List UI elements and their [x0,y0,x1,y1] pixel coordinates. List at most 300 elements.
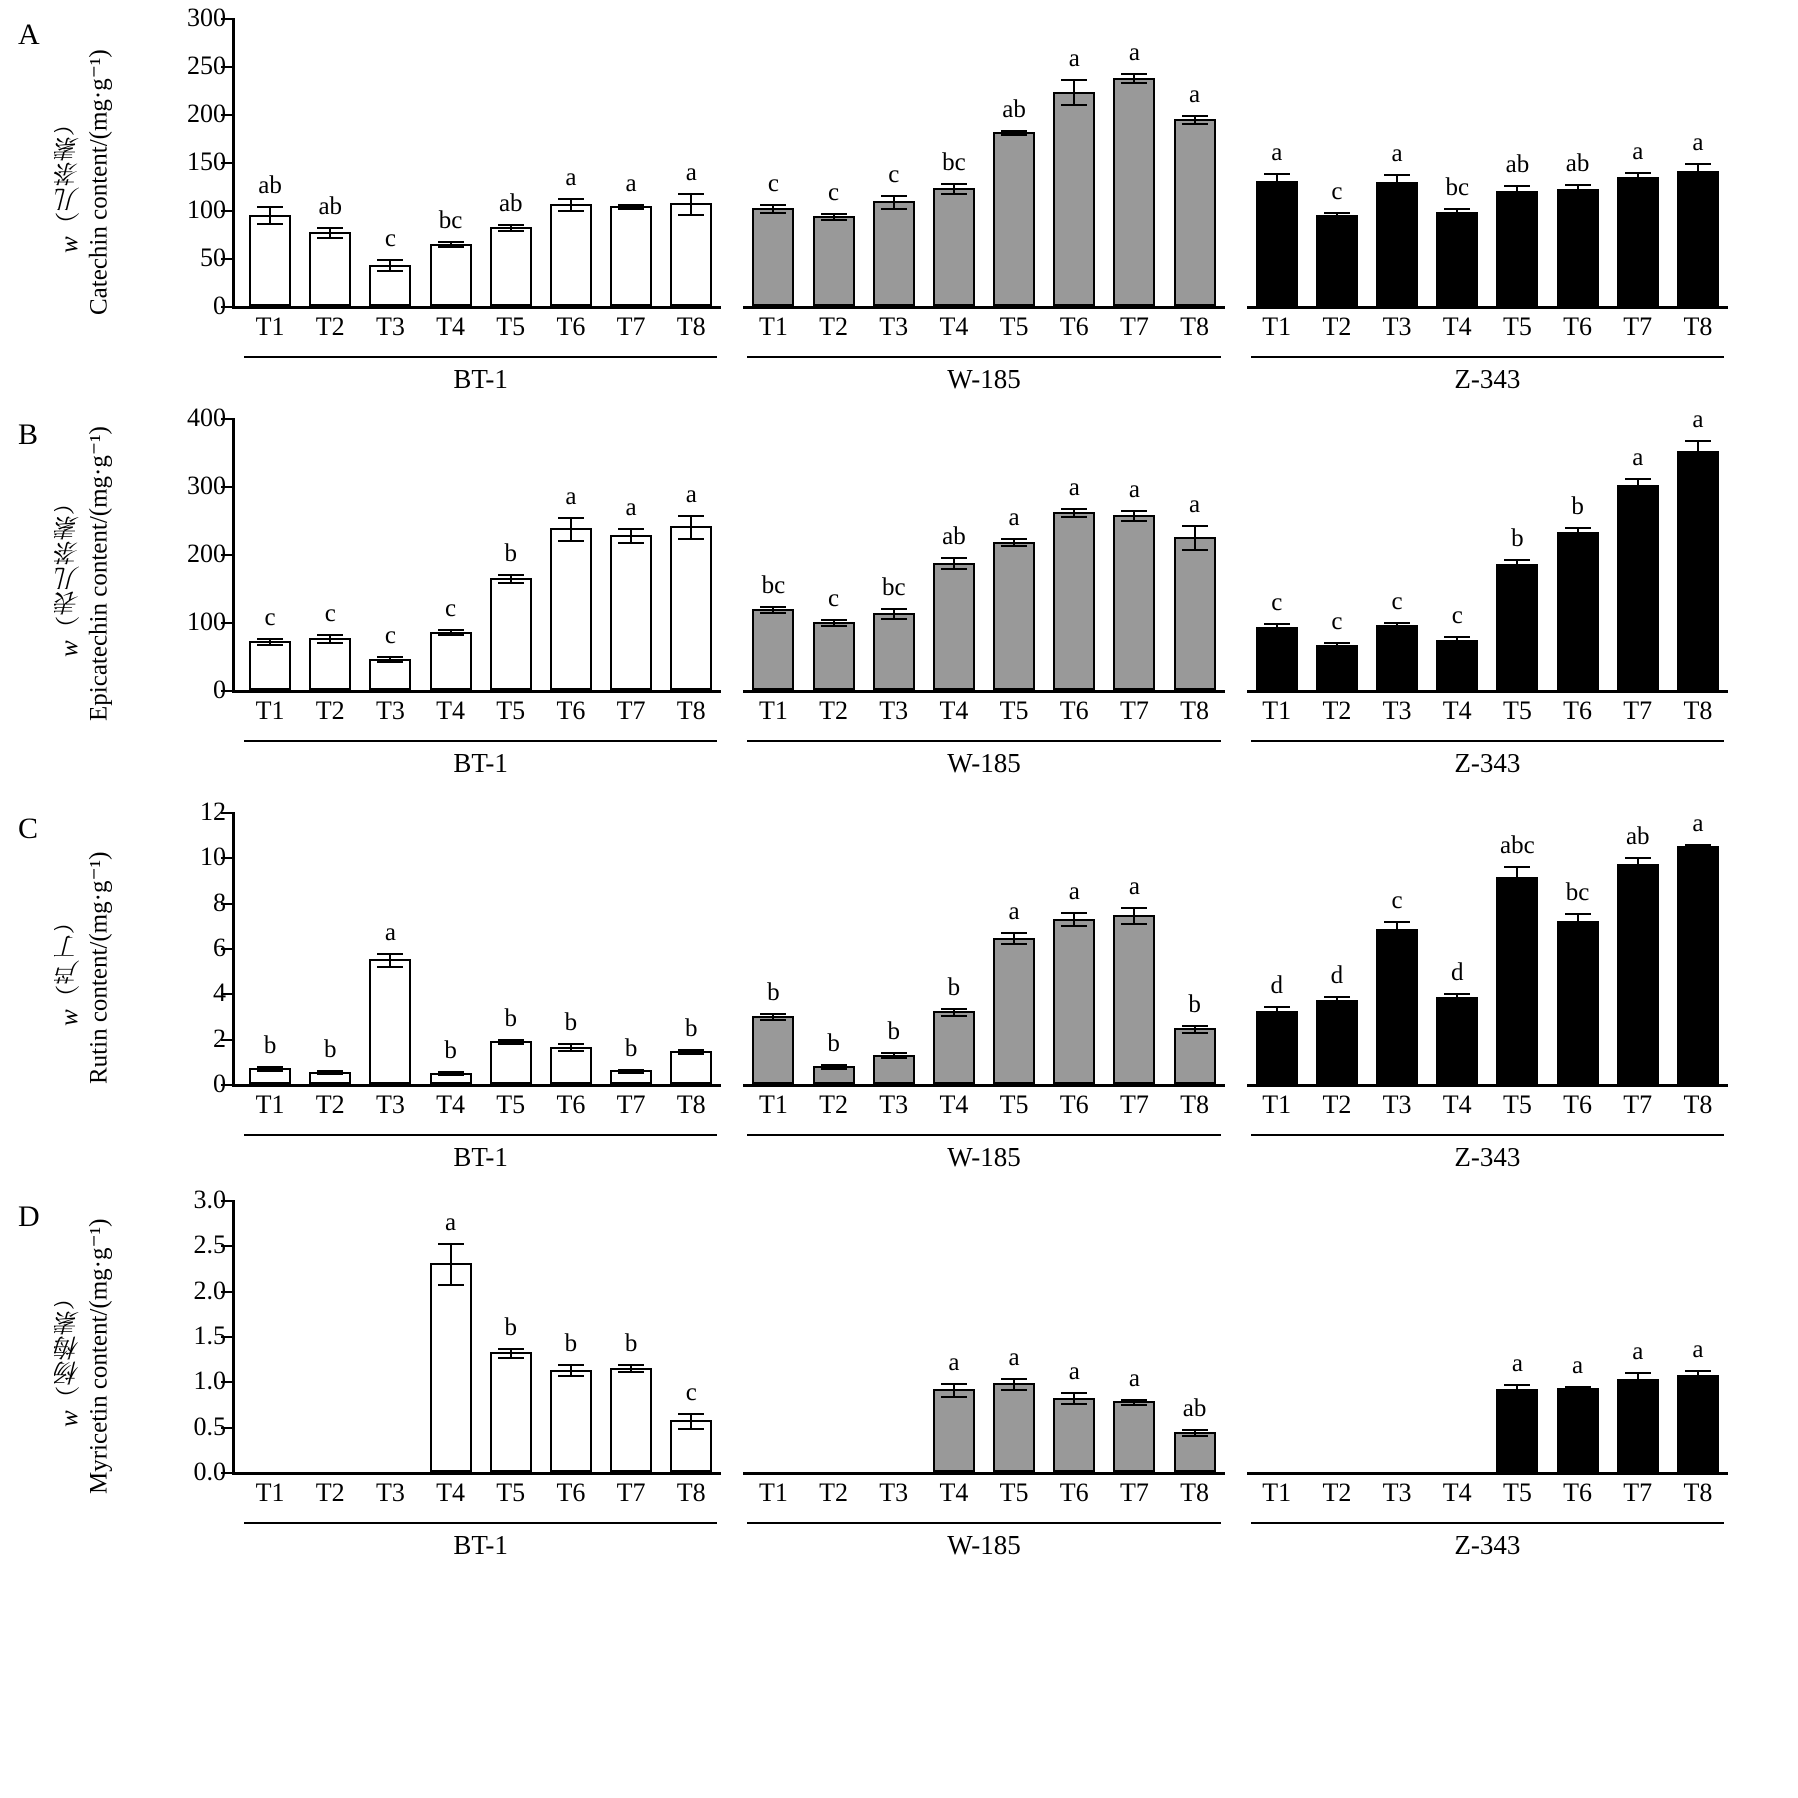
bar [670,1051,712,1084]
error-bar-cap [558,210,584,212]
bar [933,563,975,690]
bar [550,528,592,690]
error-bar-cap [438,1284,464,1286]
x-axis-tick-label: T2 [315,696,345,725]
group-label: Z-343 [1454,748,1521,778]
x-axis-line [1247,1084,1728,1087]
bar [1316,215,1358,306]
bar [1113,915,1155,1084]
error-bar-cap [1625,1385,1651,1387]
panel-letter-c: C [18,812,39,845]
error-bar-cap [438,1243,464,1245]
x-axis-tick-label: T2 [1322,696,1352,725]
error-bar-cap [498,1348,524,1350]
x-axis-tick-label: T3 [879,312,909,341]
error-bar [269,206,271,223]
bar [1436,997,1478,1084]
significance-letter: a [685,480,697,508]
y-axis-tick-label: 200 [187,99,226,128]
bar [1617,177,1659,306]
bar [752,208,794,306]
error-bar-cap [1504,185,1530,187]
bar [1557,1388,1599,1472]
x-axis-tick-label: T1 [1262,696,1292,725]
x-axis-tick-label: T6 [1059,1478,1089,1507]
error-bar-cap [941,557,967,559]
significance-letter: b [1571,492,1584,520]
significance-letter: a [1128,1364,1140,1392]
x-axis-tick-label: T3 [1382,1090,1412,1119]
error-bar-cap [438,1071,464,1073]
x-axis-tick-label: T1 [758,1478,788,1507]
error-bar-cap [1685,440,1711,442]
significance-letter: b [887,1017,900,1045]
group-rule [1251,1522,1724,1524]
error-bar-cap [1182,1032,1208,1034]
error-bar-cap [1324,642,1350,644]
error-bar-cap [1685,163,1711,165]
significance-letter: a [1128,38,1140,66]
error-bar [389,953,391,967]
bar [430,1263,472,1472]
significance-letter: ab [1182,1395,1207,1423]
error-bar-cap [1061,925,1087,927]
group-rule [747,356,1220,358]
y-axis-label [55,1200,114,1512]
panel-letter-a: A [18,18,40,51]
error-bar-cap [1444,1000,1470,1002]
y-axis-tick-label: 400 [187,403,226,432]
bar [1316,645,1358,690]
x-axis-tick-label: T4 [1442,312,1472,341]
bar [993,132,1035,306]
x-axis-tick-label: T3 [1382,1478,1412,1507]
significance-letter: b [504,1313,517,1341]
significance-letter: d [1270,971,1283,999]
error-bar-cap [1324,1005,1350,1007]
y-axis-label-en: Rutin content/(mg·g⁻¹) [85,851,113,1085]
error-bar-cap [1685,844,1711,846]
error-bar-cap [1001,538,1027,540]
error-bar-cap [1001,134,1027,136]
error-bar-cap [498,574,524,576]
error-bar-cap [438,246,464,248]
error-bar-cap [1061,912,1087,914]
error-bar [1697,163,1699,178]
bar [1376,929,1418,1084]
x-axis-line [1247,1472,1728,1475]
y-axis-tick-label: 1.5 [193,1321,226,1350]
error-bar-cap [618,1072,644,1074]
significance-letter: bc [761,572,786,600]
error-bar [1577,913,1579,929]
error-bar [1516,866,1518,886]
bar [933,1011,975,1084]
significance-letter: a [1632,137,1644,165]
significance-letter: bc [1445,174,1470,202]
error-bar-cap [821,619,847,621]
error-bar-cap [821,1068,847,1070]
significance-letter: a [1008,898,1020,926]
bar [369,959,411,1084]
error-bar-cap [498,1043,524,1045]
x-axis-tick-label: T5 [1502,696,1532,725]
y-axis-label-en: Catechin content/(mg·g⁻¹) [85,49,113,315]
error-bar-cap [438,634,464,636]
error-bar-cap [1001,545,1027,547]
error-bar-cap [1061,104,1087,106]
error-bar-cap [377,966,403,968]
error-bar-cap [558,1364,584,1366]
significance-letter: a [948,1349,960,1377]
bar [993,1383,1035,1472]
y-axis-tick-label: 50 [200,243,226,272]
error-bar-cap [1625,172,1651,174]
error-bar-cap [1685,178,1711,180]
error-bar-cap [821,219,847,221]
bar [1557,532,1599,690]
error-bar-cap [941,183,967,185]
bar [1496,564,1538,690]
error-bar-cap [618,1364,644,1366]
x-axis-tick-label: T6 [556,1090,586,1119]
group-rule [1251,356,1724,358]
y-axis-label-en: Epicatechin content/(mg·g⁻¹) [85,426,113,722]
error-bar-cap [257,644,283,646]
significance-letter: b [685,1014,698,1042]
bar [249,641,291,690]
error-bar-cap [1182,1025,1208,1027]
y-axis-tick-label: 300 [187,3,226,32]
bar [1113,78,1155,306]
error-bar-cap [881,1052,907,1054]
error-bar-cap [1264,190,1290,192]
error-bar-cap [760,1019,786,1021]
error-bar-cap [1625,478,1651,480]
x-axis-tick-label: T6 [1059,696,1089,725]
significance-letter: a [1632,443,1644,471]
x-axis-tick-label: T3 [375,1090,405,1119]
bar [610,206,652,306]
significance-letter: b [1188,991,1201,1019]
y-axis-label-cn: w（表儿茶素） [56,490,83,658]
error-bar-cap [821,213,847,215]
y-axis-tick-label: 0.5 [193,1411,226,1441]
significance-letter: a [384,918,396,946]
bar [490,578,532,690]
error-bar-cap [821,1064,847,1066]
y-axis-tick-label: 6 [213,933,226,962]
significance-letter: a [1189,80,1201,108]
x-axis-tick-label: T2 [819,1090,849,1119]
significance-letter: a [625,170,637,198]
chart-panel-d [0,1185,1798,1602]
bar [1376,182,1418,306]
x-axis-tick-label: T3 [375,312,405,341]
error-bar-cap [618,208,644,210]
error-bar-cap [1121,510,1147,512]
error-bar-cap [1264,623,1290,625]
error-bar-cap [678,214,704,216]
plot-area [200,797,1732,1172]
error-bar [1133,907,1135,923]
y-axis-tick-label: 2.0 [193,1275,226,1305]
y-axis-tick-label: 0 [213,291,226,320]
group-label: BT-1 [453,364,508,394]
significance-letter: a [1692,1336,1704,1364]
bar [1496,877,1538,1084]
error-bar-cap [317,634,343,636]
x-axis-line [232,1472,721,1475]
y-axis-line [232,18,235,308]
error-bar-cap [678,1413,704,1415]
error-bar-cap [760,606,786,608]
error-bar-cap [1061,508,1087,510]
significance-letter: a [1008,1343,1020,1371]
significance-letter: c [1391,886,1403,914]
x-axis-tick-label: T1 [1262,312,1292,341]
significance-letter: a [1511,1350,1523,1378]
group-label: W-185 [947,748,1021,778]
x-axis-tick-label: T4 [436,1090,466,1119]
x-axis-tick-label: T2 [819,1478,849,1507]
error-bar-cap [317,237,343,239]
x-axis-tick-label: T6 [1563,1478,1593,1507]
error-bar-cap [498,224,524,226]
group-label: Z-343 [1454,364,1521,394]
significance-letter: b [504,539,517,567]
error-bar-cap [941,193,967,195]
bar [1436,212,1478,306]
significance-letter: a [1692,809,1704,837]
bar [1677,171,1719,306]
significance-letter: a [1068,45,1080,73]
significance-letter: ab [318,193,343,221]
error-bar-cap [821,625,847,627]
error-bar-cap [678,193,704,195]
plot-area [187,403,1732,778]
significance-letter: c [445,594,457,622]
significance-letter: a [1632,1338,1644,1366]
x-axis-tick-label: T1 [255,1090,285,1119]
error-bar-cap [1504,1384,1530,1386]
error-bar-cap [1504,568,1530,570]
x-axis-tick-label: T7 [616,1090,646,1119]
error-bar-cap [1444,216,1470,218]
error-bar-cap [558,1050,584,1052]
bar [1316,1000,1358,1084]
x-axis-tick-label: T5 [999,312,1029,341]
group-label: BT-1 [453,748,508,778]
x-axis-tick-label: T4 [436,1478,466,1507]
significance-letter: ab [498,190,523,218]
error-bar-cap [1444,993,1470,995]
x-axis-tick-label: T2 [819,696,849,725]
x-axis-tick-label: T4 [939,1090,969,1119]
x-axis-line [743,690,1224,693]
error-bar-cap [881,618,907,620]
bar [610,535,652,690]
error-bar-cap [1565,1386,1591,1388]
error-bar-cap [257,638,283,640]
panel-letter-b: B [18,418,39,451]
bar [309,232,351,306]
x-axis-tick-label: T2 [1322,1478,1352,1507]
x-axis-tick-label: T2 [1322,312,1352,341]
error-bar-cap [1264,173,1290,175]
y-axis-label [55,418,114,730]
x-axis-tick-label: T3 [879,696,909,725]
error-bar-cap [618,204,644,206]
error-bar-cap [1625,493,1651,495]
significance-letter: a [1391,140,1403,168]
x-axis-tick-label: T4 [939,696,969,725]
significance-letter: a [625,494,637,522]
significance-letter: a [1068,473,1080,501]
x-axis-tick-label: T3 [1382,696,1412,725]
error-bar-cap [377,661,403,663]
significance-letter: b [263,1031,277,1059]
error-bar [1073,79,1075,104]
error-bar-cap [1324,996,1350,998]
significance-letter: ab [1625,823,1650,851]
error-bar-cap [1264,1017,1290,1019]
error-bar-cap [1182,525,1208,527]
y-axis-tick-label: 200 [187,539,226,568]
significance-letter: a [1128,873,1140,901]
significance-letter: a [1692,405,1704,433]
significance-letter: ab [1002,96,1026,124]
x-axis-tick-label: T8 [1683,312,1713,341]
significance-letter: a [1008,504,1020,532]
error-bar-cap [317,227,343,229]
bar [610,1368,652,1472]
error-bar [1637,478,1639,493]
error-bar-cap [618,1371,644,1373]
error-bar-cap [438,241,464,243]
error-bar [690,1413,692,1428]
significance-letter: b [624,1330,638,1358]
error-bar-cap [1324,212,1350,214]
bar [1053,512,1095,690]
error-bar-cap [498,582,524,584]
error-bar-cap [257,1070,283,1072]
error-bar-cap [1324,218,1350,220]
significance-letter: bc [438,206,463,234]
error-bar-cap [678,1049,704,1051]
error-bar-cap [1061,79,1087,81]
x-axis-line [232,1084,721,1087]
error-bar-cap [1121,73,1147,75]
y-axis-tick-label: 1.0 [193,1366,226,1396]
y-axis-tick-label: 10 [200,842,226,872]
bar [1557,189,1599,306]
bar [1436,640,1478,690]
x-axis-tick-label: T5 [496,1478,526,1507]
error-bar [1396,921,1398,937]
x-axis-tick-label: T7 [616,1478,646,1507]
group-label: Z-343 [1454,1530,1521,1560]
bar [873,613,915,690]
bar [249,215,291,306]
x-axis-tick-label: T6 [556,312,586,341]
error-bar-cap [1001,932,1027,934]
group-rule [747,740,1220,742]
significance-letter: ab [258,172,282,200]
x-axis-tick-label: T6 [1563,696,1593,725]
bar [490,1352,532,1472]
x-axis-tick-label: T7 [1119,696,1149,725]
significance-letter: abc [1500,832,1535,860]
x-axis-tick-label: T6 [1563,1090,1593,1119]
x-axis-tick-label: T5 [999,1090,1029,1119]
x-axis-tick-label: T3 [1382,312,1412,341]
error-bar-cap [1182,1429,1208,1431]
significance-letter: b [947,974,961,1002]
plot-area [187,3,1732,394]
x-axis-tick-label: T7 [1623,1478,1653,1507]
error-bar-cap [498,230,524,232]
error-bar [1396,174,1398,189]
y-axis-line [232,1200,235,1474]
x-axis-tick-label: T7 [1119,312,1149,341]
error-bar [630,528,632,542]
error-bar-cap [760,1013,786,1015]
x-axis-tick-label: T3 [375,1478,405,1507]
significance-letter: b [1511,524,1524,552]
bar [1053,92,1095,306]
error-bar-cap [760,612,786,614]
error-bar-cap [438,1074,464,1076]
bar [813,622,855,690]
x-axis-tick-label: T1 [255,1478,285,1507]
error-bar-cap [1182,123,1208,125]
significance-letter: a [1068,877,1080,905]
y-axis-label-cn: w（芦丁） [56,909,83,1027]
x-axis-tick-label: T1 [1262,1478,1292,1507]
error-bar-cap [1384,174,1410,176]
error-bar-cap [1685,848,1711,850]
significance-letter: c [1331,608,1343,636]
y-axis-label-en: Myricetin content/(mg·g⁻¹) [85,1218,113,1494]
error-bar-cap [678,538,704,540]
significance-letter: c [767,170,779,198]
x-axis-tick-label: T7 [616,312,646,341]
significance-letter: a [1068,1358,1080,1386]
group-label: W-185 [947,364,1021,394]
error-bar-cap [1121,923,1147,925]
error-bar-cap [760,212,786,214]
significance-letter: a [1692,128,1704,156]
x-axis-tick-label: T8 [1683,1090,1713,1119]
error-bar-cap [558,1043,584,1045]
error-bar-cap [1565,184,1591,186]
x-axis-tick-label: T6 [556,696,586,725]
group-rule [244,1134,717,1136]
y-axis-label-cn: w（杨梅素） [56,1285,83,1427]
y-axis-line [232,812,235,1086]
significance-letter: b [767,978,780,1006]
significance-letter: ab [942,523,966,551]
y-axis-label [55,812,114,1124]
significance-letter: b [444,1037,457,1065]
y-axis-label [55,18,114,346]
error-bar [1276,173,1278,190]
group-rule [244,356,717,358]
error-bar-cap [618,528,644,530]
significance-letter: c [324,600,336,628]
bar [1256,1011,1298,1084]
